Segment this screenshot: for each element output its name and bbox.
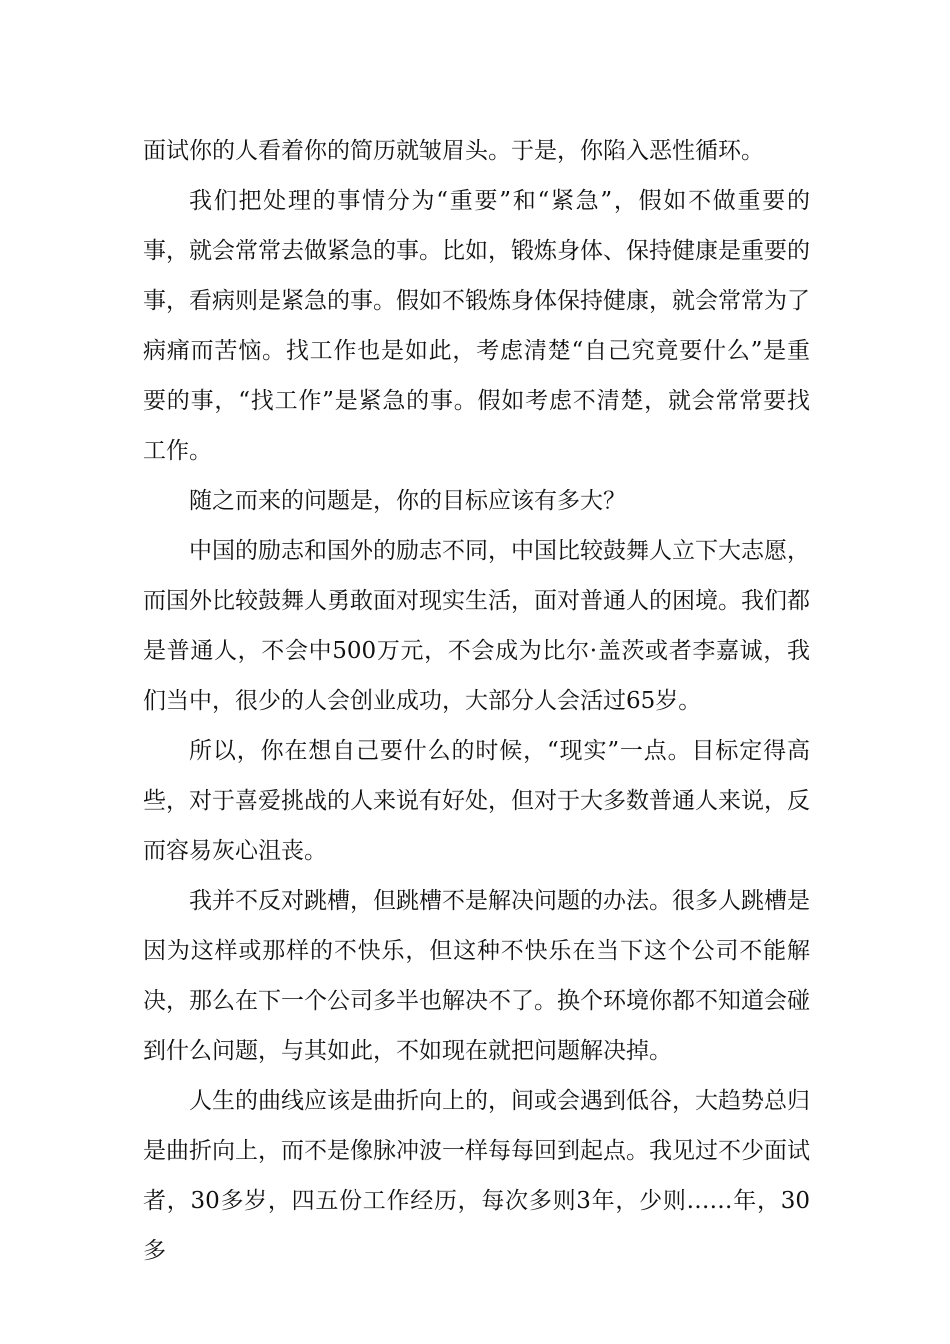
paragraph: 随之而来的问题是，你的目标应该有多大？ [189,488,626,514]
paragraph: 中国的励志和国外的励志不同，中国比较鼓舞人立下大志愿，而国外比较鼓舞人勇敢面对现实生活，面对普通人的困境。我们都是普通人，不会中500万元，不会成为比尔·盖茨或者李嘉诚，我们当中，很少的人会创业成功，大部分人会活过65岁。 [143,538,810,714]
paragraph: 人生的曲线应该是曲折向上的，间或会遇到低谷，大趋势总归是曲折向上，而不是像脉冲波一样每每回到起点。我见过不少面试者，30多岁，四五份工作经历，每次多则3年，少则……年，30多 [143,1088,810,1264]
document-body [143,126,810,1276]
paragraph: 所以，你在想自己要什么的时候，“现实”一点。目标定得高些，对于喜爱挑战的人来说有好处，但对于大多数普通人来说，反而容易灰心沮丧。 [143,738,810,864]
paragraph: 我并不反对跳槽，但跳槽不是解决问题的办法。很多人跳槽是因为这样或那样的不快乐，但这种不快乐在当下这个公司不能解决，那么在下一个公司多半也解决不了。换个环境你都不知道会碰到什么问题，与其如此，不如现在就把问题解决掉。 [143,888,810,1064]
paragraph-continued: 面试你的人看着你的简历就皱眉头。于是，你陷入恶性循环。 [143,138,764,164]
paragraph: 我们把处理的事情分为“重要”和“紧急”，假如不做重要的事，就会常常去做紧急的事。比如，锻炼身体、保持健康是重要的事，看病则是紧急的事。假如不锻炼身体保持健康，就会常常为了病痛而苦恼。找工作也是如此，考虑清楚“自己究竟要什么”是重要的事，“找工作”是紧急的事。假如考虑不清楚，就会常常要找工作。 [143,188,810,464]
